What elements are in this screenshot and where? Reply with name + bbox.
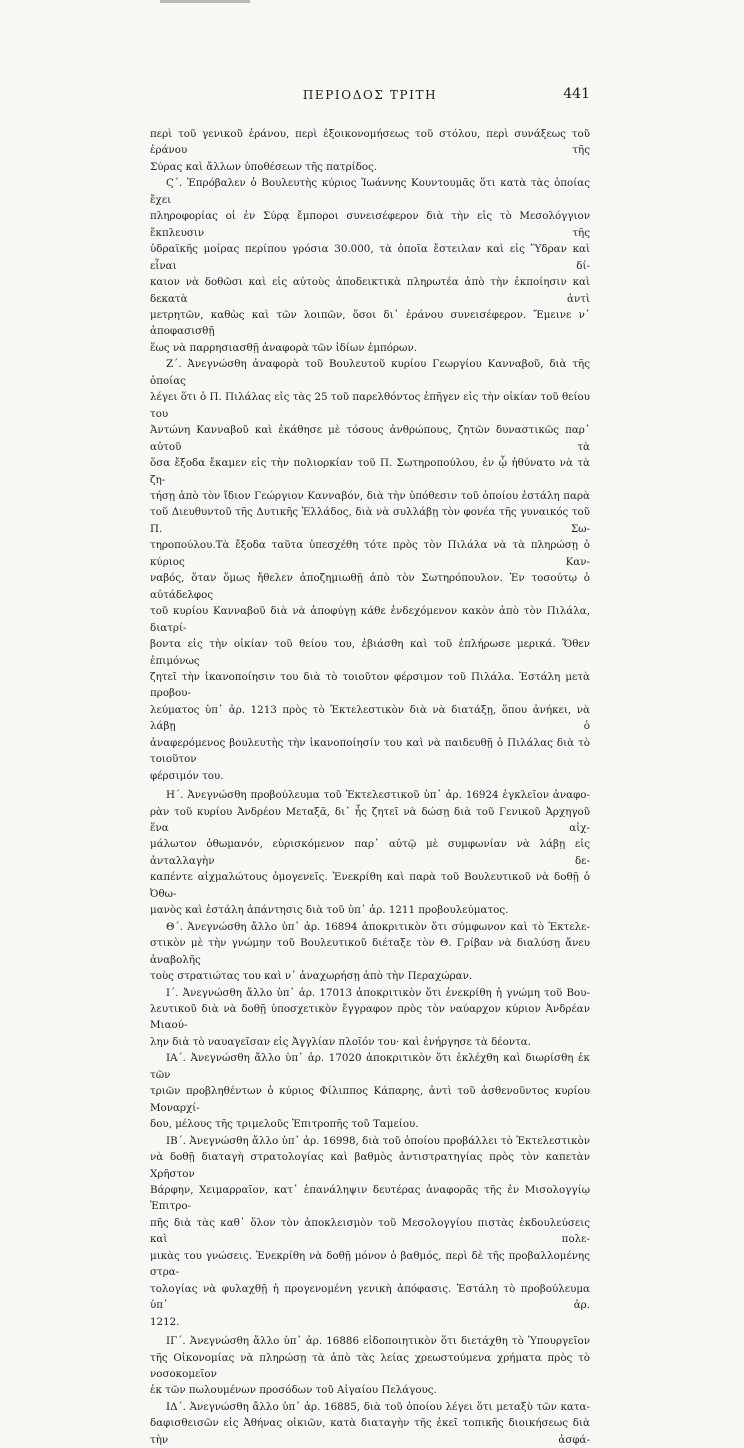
text-line: Θ΄. Ἀνεγνώσθη ἄλλο ὑπ᾿ ἀρ. 16894 ἀποκριτικὸν ὅτι σύμφωνον καὶ τὸ Ἐκτελε- — [166, 920, 590, 933]
text-line: ὅσα ἔξοδα ἔκαμεν εἰς τὴν πολιορκίαν τοῦ Π. Σωτηροπούλου, ἐν ᾧ ἠθύνατο νὰ τὰ ζη- — [150, 457, 590, 486]
text-line: λην διὰ τὸ ναυαγεῖσαν εἰς Ἀγγλίαν πλοῖόν του· καὶ ἐνήργησε τὰ δέοντα. — [150, 1035, 531, 1048]
text-line: πληροφορίας οἱ ἐν Σύρᾳ ἔμποροι συνεισέφερον διὰ τὴν εἰς τὸ Μεσολόγγιον ἔκπλευσιν τῆς — [150, 210, 590, 239]
text-line: δαφισθεισῶν εἰς Ἀθήνας οἰκιῶν, κατὰ διαταγὴν τῆς ἐκεῖ τοπικῆς διοικήσεως διὰ τὴν ἀσφά- — [150, 1417, 590, 1446]
page-body — [150, 126, 590, 1448]
page-header — [150, 84, 590, 104]
text-line: τοὺς στρατιώτας του καὶ ν᾿ ἀναχωρήσῃ ἀπὸ τὴν Περαχώραν. — [150, 970, 473, 983]
text-line: Η΄. Ἀνεγνώσθη προβούλευμα τοῦ Ἐκτελεστικοῦ ὑπ᾿ ἀρ. 16924 ἐγκλεῖον ἀναφο- — [166, 789, 590, 802]
text-line: μάλωτον ὀθωμανόν, εὑρισκόμενον παρ᾿ αὐτῷ μὲ συμφωνίαν νὰ λάβῃ εἰς ἀνταλλαγὴν δε- — [150, 838, 590, 867]
text-line: Βάρφην, Χειμαρραῖον, κατ᾿ ἐπανάληψιν δευτέρας ἀναφορᾶς τῆς ἐν Μισολογγίῳ Ἐπιτρο- — [150, 1184, 590, 1213]
text-line: ἕως νὰ παρρησιασθῇ ἀναφορὰ τῶν ἰδίων ἐμπόρων. — [150, 341, 417, 354]
text-line: ΙΑ΄. Ἀνεγνώσθη ἄλλο ὑπ᾿ ἀρ. 17020 ἀποκριτικὸν ὅτι ἐκλέχθη καὶ διωρίσθη ἐκ τῶν — [150, 1052, 590, 1081]
text-line: ΙΓ΄. Ἀνεγνώσθη ἄλλο ὑπ᾿ ἀρ. 16886 εἰδοποιητικὸν ὅτι διετάχθη τὸ Ὑπουργεῖον — [166, 1335, 590, 1348]
text-line: λέγει ὅτι ὁ Π. Πιλάλας εἰς τὰς 25 τοῦ παρελθόντος ἐπῆγεν εἰς τὴν οἰκίαν τοῦ θείου του — [150, 391, 590, 420]
text-line: πῆς διὰ τὰς καθ᾿ ὅλον τὸν ἀποκλεισμὸν τοῦ Μεσολογγίου πιστὰς ἐκδουλεύσεις καὶ πολε- — [150, 1216, 590, 1246]
text-line: τολογίας νὰ φυλαχθῇ ἡ προγενομένη γενικὴ ἀπόφασις. Ἐστάλη τὸ προβούλευμα ὑπ᾿ ἀρ. — [150, 1282, 590, 1312]
text-line: μικὰς του γνώσεις. Ἐνεκρίθη νὰ δοθῇ μόνον ὁ βαθμός, περὶ δὲ τῆς προβαλλομένης στρα- — [150, 1249, 590, 1279]
text-line: τοῦ κυρίου Κανναβοῦ διὰ νὰ ἀποφύγῃ κάθε ἐνδεχόμενον κακὸν ἀπὸ τὸν Πιλάλα, διατρί- — [150, 605, 590, 634]
text-line: καπέντε αἰχμαλώτους ὁμογενεῖς. Ἐνεκρίθη καὶ παρὰ τοῦ Βουλευτικοῦ νὰ δοθῇ ὁ Ὀθω- — [150, 871, 590, 900]
text-line: τοῦ Διευθυντοῦ τῆς Δυτικῆς Ἑλλάδος, διὰ νὰ συλλάβῃ τὸν φονέα τῆς γυναικός τοῦ Π. Σω- — [150, 506, 590, 535]
text-line: Ϛ΄. Ἐπρόβαλεν ὁ Βουλευτὴς κύριος Ἰωάννης Κουντουμᾶς ὅτι κατὰ τὰς ὁποίας ἔχει — [150, 177, 590, 206]
text-line: Ζ΄. Ἀνεγνώσθη ἀναφορὰ τοῦ Βουλευτοῦ κυρίου Γεωργίου Κανναβοῦ, διὰ τῆς ὁποίας — [150, 358, 590, 387]
text-line: στικὸν μὲ τὴν γνώμην τοῦ Βουλευτικοῦ διέταξε τὸν Θ. Γρίβαν νὰ διαλύσῃ ἄνευ ἀναβολῆς — [150, 937, 590, 966]
text-line: ἀναφερόμενος βουλευτὴς τὴν ἱκανοποίησίν του καὶ νὰ παιδευθῇ ὁ Πιλάλας διὰ τὸ τοιοῦτον — [150, 736, 590, 766]
text-line: Ἀντώνη Κανναβοῦ καὶ ἐκάθησε μὲ τόσους ἀνθρώπους, ζητῶν δυναστικῶς παρ᾿ αὐτοῦ τὰ — [150, 424, 590, 453]
text-line: τῆς Οἰκονομίας νὰ πληρώσῃ τὰ ἀπὸ τὰς λείας χρεωστούμενα χρήματα πρὸς τὸ νοσοκομεῖον — [150, 1351, 590, 1380]
running-title: ΠΕΡΙΟΔΟΣ ΤΡΙΤΗ — [302, 88, 438, 102]
text-line: ρὰν τοῦ κυρίου Ἀνδρέου Μεταξᾶ, δι᾿ ἧς ζητεῖ νὰ δώσῃ διὰ τοῦ Γενικοῦ Ἀρχηγοῦ ἕνα αἰχ- — [150, 805, 590, 835]
text-line: ναβός, ὅταν ὅμως ἤθελεν ἀποζημιωθῇ ἀπὸ τὸν Σωτηρόπουλον. Ἐν τοσούτῳ ὁ αὐτάδελφος — [150, 572, 590, 601]
text-line: ΙΔ΄. Ἀνεγνώσθη ἄλλο ὑπ᾿ ἀρ. 16885, διὰ τοῦ ὁποίου λέγει ὅτι μεταξὺ τῶν κατα- — [166, 1400, 590, 1413]
text-line: ΙΒ΄. Ἀνεγνώσθη ἄλλο ὑπ᾿ ἀρ. 16998, διὰ τοῦ ὁποίου προβάλλει τὸ Ἐκτελεστικὸν — [166, 1134, 590, 1147]
text-line: μετρητῶν, καθὼς καὶ τῶν λοιπῶν, ὅσοι δι᾿ ἐράνου συνεισέφερον. Ἔμεινε ν᾿ ἀποφασισθῇ — [150, 308, 590, 338]
page-number: 441 — [563, 86, 590, 102]
text-line: Σύρας καὶ ἄλλων ὑποθέσεων τῆς πατρίδος. — [150, 160, 378, 173]
text-line: νὰ δοθῇ διαταγὴ στρατολογίας καὶ βαθμὸς ἀντιστρατηγίας πρὸς τὸν καπετὰν Χρῆστον — [150, 1151, 590, 1180]
text-line: ὑδραϊκῆς μοίρας περίπου γρόσια 30.000, τὰ ὁποῖα ἔστειλαν καὶ εἰς Ὕδραν καὶ εἶναι δί- — [150, 243, 590, 272]
text-line: μανὸς καὶ ἐστάλη ἀπάντησις διὰ τοῦ ὑπ᾿ ἀρ. 1211 προβουλεύματος. — [150, 904, 509, 917]
text-line: 1212. — [150, 1315, 180, 1328]
text-line: ἐκ τῶν πωλουμένων προσόδων τοῦ Αἰγαίου Πελάγους. — [150, 1384, 437, 1397]
text-line: φέρσιμόν του. — [150, 769, 224, 782]
scan-edge-mark — [160, 0, 250, 3]
text-line: τριῶν προβληθέντων ὁ κύριος Φίλιππος Κάπαρης, ἀντὶ τοῦ ἀσθενοῦντος κυρίου Μοναρχί- — [150, 1085, 590, 1114]
text-line: περὶ τοῦ γενικοῦ ἐράνου, περὶ ἐξοικονομήσεως τοῦ στόλου, περὶ συνάξεως τοῦ ἐράνου τῆς — [150, 128, 590, 157]
text-line: λευτικοῦ διὰ νὰ δοθῇ ὑποσχετικὸν ἔγγραφον πρὸς τὸν ναύαρχον κύριον Ἀνδρέαν Μιαού- — [150, 1003, 590, 1032]
text-line: δου, μέλους τῆς τριμελοῦς Ἐπιτροπῆς τοῦ Ταμείου. — [150, 1118, 419, 1131]
text-line: τήσῃ ἀπὸ τὸν ἴδιον Γεώργιον Κανναβόν, διὰ τὴν ὑπόθεσιν τοῦ ὁποίου ἐστάλη παρὰ — [150, 489, 590, 502]
text-line: Ι΄. Ἀνεγνώσθη ἄλλο ὑπ᾿ ἀρ. 17013 ἀποκριτικὸν ὅτι ἐνεκρίθη ἡ γνώμη τοῦ Βου- — [166, 986, 590, 999]
text-line: ζητεῖ τὴν ἱκανοποίησιν του διὰ τὸ τοιοῦτον φέρσιμον τοῦ Πιλάλα. Ἐστάλη μετὰ προβου- — [150, 670, 590, 700]
text-line: λεύματος ὑπ᾿ ἀρ. 1213 πρὸς τὸ Ἐκτελεστικὸν διὰ νὰ διατάξῃ, ὅπου ἀνήκει, νὰ λάβῃ ὁ — [150, 703, 590, 733]
text-line: βοντα εἰς τὴν οἰκίαν τοῦ θείου του, ἐβιάσθη καὶ τοῦ ἐπλήρωσε μερικά. Ὅθεν ἐπιμόνως — [150, 638, 590, 667]
text-line: τηροπούλου.Τὰ ἔξοδα ταῦτα ὑπεσχέθη τότε πρὸς τὸν Πιλάλα νὰ τὰ πληρώσῃ ὁ κύριος Καν- — [150, 539, 590, 568]
text-line: καιον νὰ δοθῶσι καὶ εἰς αὐτοὺς ἀποδεικτικὰ πληρωτέα ἀπὸ τὴν ἐκποίησιν καὶ δεκατὰ ἀντὶ — [150, 276, 590, 305]
